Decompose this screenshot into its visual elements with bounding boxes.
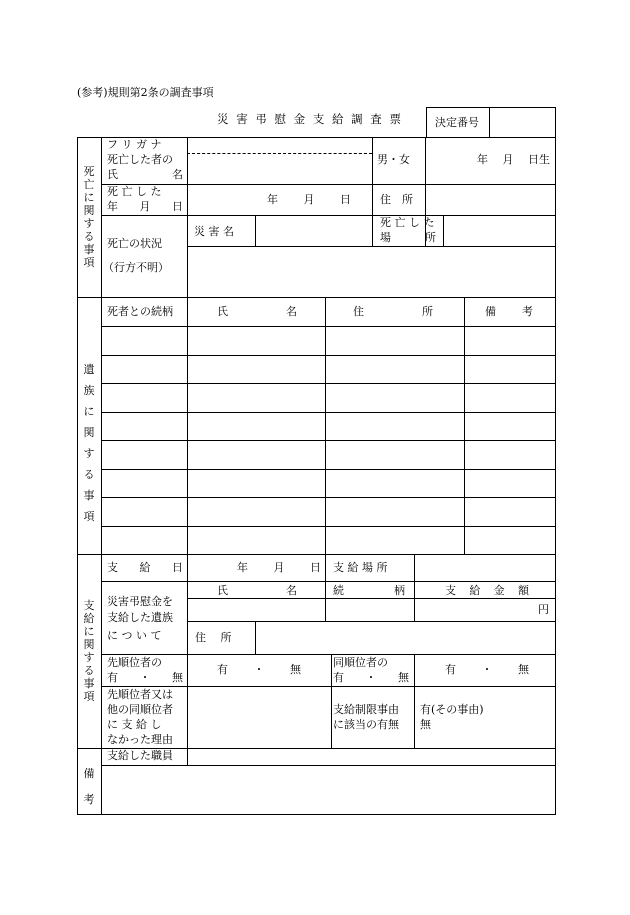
reason-label-2: 他の同順位者	[107, 703, 173, 716]
limit-label-1: 支給制限事由	[333, 703, 399, 716]
recipient-address-field[interactable]	[256, 622, 555, 654]
limit-option-no[interactable]: 無	[420, 718, 431, 731]
recipient-name-field[interactable]	[188, 599, 325, 621]
payment-place-label: 支 給 場 所	[333, 561, 388, 574]
limit-option-yes[interactable]: 有(その事由)	[420, 703, 484, 716]
family-col-notes: 備 考	[485, 305, 533, 318]
recipient-relation-field[interactable]	[326, 599, 414, 621]
death-status-label-1: 死亡の状況	[107, 237, 162, 250]
death-status-label-2: （行方不明）	[103, 261, 169, 274]
payment-date-field[interactable]: 年 月 日	[237, 561, 321, 574]
address-label: 住 所	[380, 193, 413, 206]
disaster-name-field[interactable]	[256, 216, 372, 246]
prior-rank-label-2: 有 ・ 無	[107, 671, 183, 684]
remarks-label: 備考	[83, 767, 95, 806]
payment-amount-header: 支 給 金 額	[445, 584, 529, 597]
payment-section-label: 支給に関する事項	[83, 599, 95, 703]
deceased-name-label-2: 氏 名	[107, 168, 183, 181]
prior-rank-option[interactable]: 有 ・ 無	[217, 663, 301, 676]
prior-rank-label-1: 先順位者の	[107, 656, 162, 669]
death-date-label-1: 死 亡 し た	[107, 185, 162, 198]
reason-label-4: なかった理由	[107, 733, 173, 746]
deceased-name-field[interactable]	[188, 154, 372, 184]
survey-form	[77, 137, 556, 815]
birth-date-field[interactable]: 年 月 日生	[477, 153, 550, 166]
recipient-address-label: 住 所	[195, 631, 232, 644]
address-field[interactable]	[426, 185, 555, 215]
reason-label-1: 先順位者又は	[107, 688, 173, 701]
family-col-address: 住 所	[353, 305, 433, 318]
payment-place-field[interactable]	[415, 555, 555, 581]
yen-unit: 円	[538, 603, 549, 616]
death-date-field[interactable]: 年 月 日	[267, 193, 351, 206]
family-section-label: 遺族に関する事項	[83, 363, 95, 523]
recipient-label-2: 支給した遺族	[107, 611, 173, 624]
reason-label-3: に 支 給 し	[107, 718, 162, 731]
death-date-label-2: 年 月 日	[107, 200, 183, 213]
staff-field[interactable]	[188, 749, 555, 765]
deceased-name-label-1: 死亡した者の	[107, 153, 173, 166]
remarks-field[interactable]	[102, 766, 555, 814]
recipient-label-1: 災害弔慰金を	[107, 595, 173, 608]
family-col-relation: 死者との続柄	[107, 305, 173, 318]
limit-label-2: に該当の有無	[333, 718, 399, 731]
family-col-name: 氏 名	[217, 305, 297, 318]
same-rank-label-2: 有 ・ 無	[333, 671, 409, 684]
death-status-field[interactable]	[188, 247, 555, 297]
death-place-label-1: 死 亡 し た	[380, 216, 435, 229]
decision-number-field[interactable]	[490, 108, 554, 136]
sex-option[interactable]: 男・女	[377, 153, 410, 166]
furigana-label: フ リ ガ ナ	[107, 138, 162, 151]
death-section-label: 死亡に関する事項	[83, 165, 95, 269]
payment-date-label: 支 給 日	[107, 561, 183, 574]
death-place-field[interactable]	[444, 216, 555, 246]
same-rank-label-1: 同順位者の	[333, 656, 388, 669]
death-place-label-2: 場 所	[380, 231, 436, 244]
same-rank-option[interactable]: 有 ・ 無	[445, 663, 529, 676]
recipient-label-3: に つ い て	[107, 629, 162, 642]
reason-field[interactable]	[188, 687, 331, 748]
decision-number-label: 決定番号	[435, 116, 479, 129]
recipient-relation-header: 続 柄	[333, 584, 405, 597]
caption: (参考)規則第2条の調査事項	[77, 86, 214, 99]
payment-amount-field[interactable]	[415, 599, 555, 621]
form-title: 災 害 弔 慰 金 支 給 調 査 票	[217, 112, 403, 126]
disaster-name-label: 災 害 名	[194, 225, 234, 238]
recipient-name-header: 氏 名	[217, 584, 297, 597]
furigana-field[interactable]	[188, 138, 372, 153]
staff-label: 支給した職員	[107, 749, 173, 762]
